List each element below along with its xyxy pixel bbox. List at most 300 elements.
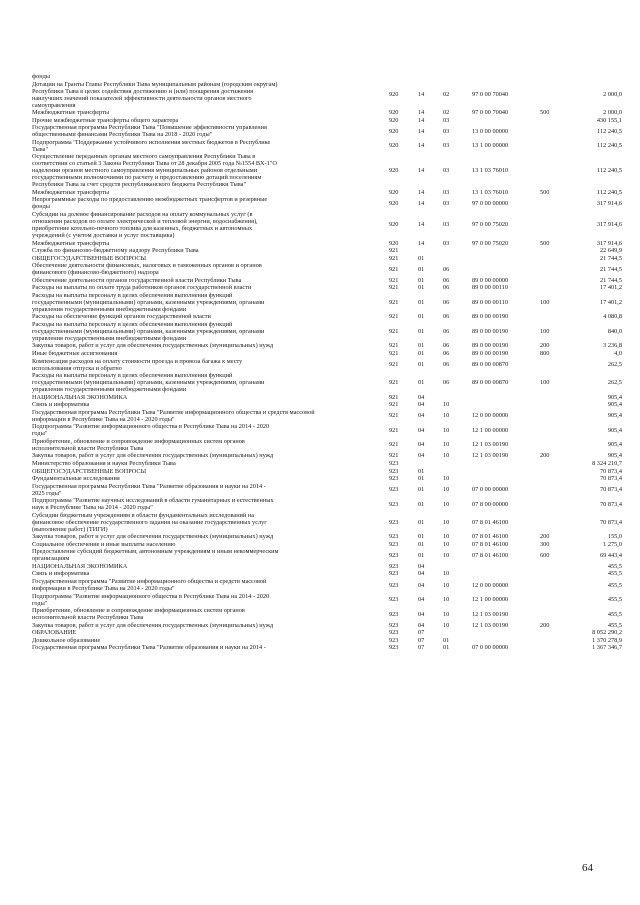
subsection-code: 03 [443,142,450,150]
ministry-code: 920 [389,142,399,150]
ministry-code: 920 [389,239,399,247]
ministry-code: 923 [389,610,399,618]
subsection-code: 10 [443,426,450,434]
table-row [32,593,622,607]
subsection-code: 10 [443,533,450,541]
row-description: Субсидии бюджетным учреждениям в области фундаментальных исследований на финансовое обеспечение государственного задания на оказание государственных услуг (выполнение работ) (ТИГИ) [32,511,267,533]
amount: 455,5 [607,562,622,570]
amount: 430 155,1 [596,116,622,124]
subsection-code: 06 [443,327,450,335]
subsection-code: 03 [443,221,450,229]
ministry-code: 923 [389,518,399,526]
ministry-code: 923 [389,570,399,578]
target-article-code: 89 0 00 00000 [472,276,509,284]
amount: 905,4 [607,441,622,449]
target-article-code: 12 1 00 00000 [472,596,509,604]
row-description: Предоставление субсидий бюджетным, автономным учреждениям и иным некоммерческим организациям [32,548,279,563]
table-row [32,394,622,401]
target-article-code: 97 0 00 70040 [472,109,509,117]
section-code: 04 [418,452,425,460]
ministry-code: 923 [389,551,399,559]
ministry-code: 920 [389,199,399,207]
subsection-code: 10 [443,452,450,460]
ministry-code: 921 [389,426,399,434]
section-code: 04 [418,401,425,409]
amount: 905,4 [607,412,622,420]
amount: 905,4 [607,426,622,434]
target-article-code: 89 0 00 00110 [472,284,508,292]
table-row [32,533,622,540]
ministry-code: 920 [389,109,399,117]
target-article-code: 89 0 00 00190 [472,327,509,335]
target-article-code: 13 1 03 76010 [472,188,509,196]
section-code: 01 [418,265,425,273]
ministry-code: 921 [389,401,399,409]
table-row [32,563,622,570]
section-code: 04 [418,596,425,604]
amount: 2 000,0 [603,109,622,117]
row-description: Фундаментальные исследования [32,475,120,483]
section-code: 14 [418,109,425,117]
amount: 455,5 [607,610,622,618]
subsection-code: 10 [443,486,450,494]
table-row [32,578,622,592]
table-row [32,117,622,124]
row-description: Расходы на выплаты персоналу в целях обеспечения выполнения функций государственными (муниципальными) органами, казенными учреждениями, органами управления государственными внебюджетными фондами [32,291,265,313]
target-article-code: 97 0 00 75020 [472,221,509,229]
ministry-code: 921 [389,247,399,255]
section-code: 14 [418,221,425,229]
section-code: 14 [418,116,425,124]
section-code: 01 [418,379,425,387]
section-code: 01 [418,313,425,321]
ministry-code: 921 [389,350,399,357]
ministry-code: 920 [389,91,399,99]
target-article-code: 89 0 00 00870 [472,379,509,387]
subsection-code: 02 [443,91,450,99]
row-description: Подпрограмма "Развитие информационного общества в Республике Тыва на 2014 - 2020 годы" [32,423,270,438]
row-description: Служба по финансово-бюджетному надзору Республики Тыва [32,247,199,255]
amount: 840,0 [607,327,622,335]
subsection-code: 10 [443,518,450,526]
target-article-code: 13 1 03 76010 [472,167,509,175]
row-description: Подпрограмма "Поддержание устойчивого исполнения местных бюджетов в Республике Тыва" [32,138,271,153]
row-description: Дошкольное образование [32,636,101,644]
row-description: Субсидии на долевое финансирование расходов на оплату коммунальных услуг (в отношении расходов по оплате электрической и тепловой энергии, водоснабжения), приобретение котельно-печного топлива для казенных, бюджетных и автономных учреждений (с учетом доставки и услуг поставщика) [32,210,258,239]
subsection-code: 06 [443,342,450,350]
section-code: 01 [418,361,425,369]
amount: 70 873,4 [599,500,622,508]
target-article-code: 97 0 00 70040 [472,91,509,99]
row-description: Расходы на выплаты по оплате труда работников органов государственной власти [32,284,252,292]
subsection-code: 06 [443,313,450,321]
table-row [32,468,622,475]
row-description: Подпрограмма "Развитие информационного общества в Республике Тыва на 2014 - 2020 годы" [32,592,270,607]
row-description: Связь и информатика [32,570,90,578]
table-row [32,196,622,210]
target-article-code: 12 0 00 00000 [472,581,509,589]
amount: 17 401,2 [599,284,622,292]
amount: 112 240,5 [597,188,622,196]
ministry-code: 923 [389,629,399,637]
section-code: 04 [418,393,425,401]
row-description: Расходы на выплаты персоналу в целях обеспечения выполнения функций государственными (муниципальными) органами, казенными учреждениями, органами управления государственными внебюджетными фондами [32,372,265,394]
table-row [32,622,622,629]
subsection-code: 10 [443,540,450,548]
table-row [32,637,622,644]
subsection-code: 10 [443,500,450,508]
amount: 262,5 [607,361,622,369]
section-code: 04 [418,621,425,629]
table-row [32,292,622,313]
ministry-code: 923 [389,644,399,652]
row-description: Закупка товаров, работ и услуг для обеспечения государственных (муниципальных) нужд [32,533,274,541]
table-row [32,460,622,467]
subsection-code: 06 [443,361,450,369]
row-description: Государственная программа Республики Тыва "Повышение эффективности управления общественными финансами Республики Тыва на 2018 - 2020 годы" [32,124,267,139]
ministry-code: 921 [389,298,399,306]
table-row [32,284,622,291]
ministry-code: 921 [389,284,399,292]
amount: 112 240,5 [597,142,622,150]
subsection-code: 03 [443,199,450,207]
expense-type-code: 200 [540,342,550,350]
ministry-code: 920 [389,127,399,135]
section-code: 01 [418,500,425,508]
expense-type-code: 500 [540,188,550,196]
table-row [32,153,622,188]
section-code: 14 [418,239,425,247]
subsection-code: 06 [443,350,450,357]
subsection-code: 10 [443,570,450,578]
target-article-code: 07 8 01 46100 [472,533,509,541]
row-description: Государственная программа Республики Тыва "Развитие информационного общества и средств массовой информации в Республике Тыва на 2014 - 2020 годы" [32,408,315,423]
row-description: Закупка товаров, работ и услуг для обеспечения государственных (муниципальных) нужд [32,342,274,350]
target-article-code: 12 1 03 00190 [472,452,509,460]
table-row [32,262,622,276]
ministry-code: 923 [389,500,399,508]
amount: 21 744,5 [599,265,622,273]
table-row [32,372,622,393]
subsection-code: 06 [443,379,450,387]
target-article-code: 12 1 03 00190 [472,441,509,449]
expense-type-code: 100 [540,379,550,387]
table-row [32,73,622,80]
table-row [32,342,622,349]
section-code: 01 [418,475,425,483]
ministry-code: 920 [389,167,399,175]
target-article-code: 13 0 00 00000 [472,127,509,135]
ministry-code: 923 [389,596,399,604]
subsection-code: 06 [443,284,450,292]
amount: 17 401,2 [599,298,622,306]
row-description: ОБЩЕГОСУДАРСТВЕННЫЕ ВОПРОСЫ [32,467,147,475]
page-number: 64 [582,862,593,874]
amount: 21 744,5 [599,276,622,284]
expense-type-code: 800 [540,350,550,357]
amount: 4,0 [614,350,622,357]
amount: 1 275,0 [603,540,622,548]
target-article-code: 12 1 00 00000 [472,426,509,434]
row-description: Закупка товаров, работ и услуг для обеспечения государственных (муниципальных) нужд [32,621,274,629]
ministry-code: 921 [389,313,399,321]
row-description: Межбюджетные трансферты [32,239,110,247]
ministry-code: 923 [389,459,399,467]
row-description: Приобретение, обновление и сопровождение информационных систем органов исполнительной власти Республики Тыва [32,437,245,452]
amount: 21 744,5 [599,254,622,262]
amount: 4 080,8 [603,313,622,321]
ministry-code: 921 [389,276,399,284]
ministry-code: 920 [389,116,399,124]
amount: 70 873,4 [599,518,622,526]
table-row [32,570,622,577]
section-code: 01 [418,467,425,475]
section-code: 04 [418,412,425,420]
table-row [32,483,622,497]
row-description: Межбюджетные трансферты [32,188,110,196]
section-code: 14 [418,127,425,135]
ministry-code: 923 [389,533,399,541]
subsection-code: 10 [443,475,450,483]
subsection-code: 10 [443,441,450,449]
target-article-code: 12 1 03 00190 [472,621,509,629]
subsection-code: 10 [443,621,450,629]
subsection-code: 10 [443,581,450,589]
target-article-code: 89 0 00 00870 [472,361,509,369]
ministry-code: 923 [389,636,399,644]
row-description: Подпрограмма "Развитие научных исследований в области гуманитарных и естественных наук в Республике Тыва на 2014 - 2020 годы" [32,497,274,512]
subsection-code: 03 [443,127,450,135]
row-description: Закупка товаров, работ и услуг для обеспечения государственных (муниципальных) нужд [32,452,274,460]
subsection-code: 03 [443,188,450,196]
ministry-code: 921 [389,452,399,460]
subsection-code: 01 [443,644,450,652]
table-row [32,189,622,196]
ministry-code: 920 [389,221,399,229]
table-row [32,139,622,153]
amount: 1 370 278,9 [592,636,622,644]
section-code: 07 [418,629,425,637]
ministry-code: 921 [389,361,399,369]
table-row [32,644,622,651]
amount: 1 367 346,7 [592,644,622,652]
table-row [32,255,622,262]
expense-type-code: 300 [540,540,550,548]
table-row [32,629,622,636]
subsection-code: 02 [443,109,450,117]
section-code: 01 [418,342,425,350]
table-row [32,109,622,116]
row-description: Прочие межбюджетные трансферты общего характера [32,116,179,124]
row-description: Министерство образования и науки Республики Тыва [32,459,176,467]
target-article-code: 89 0 00 00190 [472,350,509,357]
table-row [32,452,622,459]
row-description: Обеспечение деятельности органов государственной власти Республики Тыва [32,276,242,284]
amount: 112 240,5 [597,167,622,175]
amount: 8 052 290,2 [592,629,622,637]
ministry-code: 923 [389,486,399,494]
section-code: 04 [418,570,425,578]
expense-type-code: 200 [540,533,550,541]
subsection-code: 10 [443,412,450,420]
amount: 262,5 [607,379,622,387]
table-row [32,541,622,548]
amount: 8 324 210,7 [592,459,622,467]
section-code: 01 [418,276,425,284]
subsection-code: 06 [443,298,450,306]
subsection-code: 10 [443,551,450,559]
amount: 2 000,0 [603,91,622,99]
table-row [32,240,622,247]
row-description: НАЦИОНАЛЬНАЯ ЭКОНОМИКА [32,393,128,401]
table-row [32,401,622,408]
table-row [32,497,622,511]
section-code: 04 [418,426,425,434]
expense-type-code: 100 [540,327,550,335]
subsection-code: 10 [443,596,450,604]
target-article-code: 12 0 00 00000 [472,412,509,420]
row-description: Связь и информатика [32,401,90,409]
table-row [32,321,622,342]
ministry-code: 921 [389,265,399,273]
expense-type-code: 600 [540,551,550,559]
ministry-code: 921 [389,441,399,449]
ministry-code: 923 [389,475,399,483]
table-row [32,438,622,452]
amount: 155,0 [607,533,622,541]
amount: 70 873,4 [599,486,622,494]
target-article-code: 97 0 00 75020 [472,239,509,247]
table-row [32,81,622,109]
ministry-code: 921 [389,342,399,350]
target-article-code: 07 8 00 00000 [472,500,509,508]
ministry-code: 923 [389,540,399,548]
row-description: Межбюджетные трансферты [32,109,110,117]
ministry-code: 923 [389,581,399,589]
row-description: Социальное обеспечение и иные выплаты населению [32,540,176,548]
table-row [32,247,622,254]
target-article-code: 89 0 00 00190 [472,313,509,321]
table-row [32,423,622,437]
section-code: 01 [418,350,425,357]
target-article-code: 07 8 01 46100 [472,540,509,548]
ministry-code: 921 [389,379,399,387]
expense-type-code: 200 [540,621,550,629]
row-description: Иные бюджетные ассигнования [32,350,118,357]
expense-type-code: 500 [540,109,550,117]
subsection-code: 10 [443,401,450,409]
table-row [32,211,622,239]
target-article-code: 07 0 00 00000 [472,486,509,494]
table-row [32,512,622,533]
target-article-code: 13 1 00 00000 [472,142,509,150]
row-description: Осуществление переданных органам местного самоуправления Республики Тыва в соответствии со статьей 3 Закона Республики Тыва от 28 декабря 2005 года №1554 ВХ-1"О наделении органов местного самоуправления муниципальных районов отдельными государственными полномочиями по расчету и предоставлению дотаций поселениям Республики Тыва за счет средств республиканского бюджета Республики Тыва" [32,153,277,189]
amount: 22 649,9 [599,247,622,255]
ministry-code: 923 [389,562,399,570]
subsection-code: 01 [443,636,450,644]
section-code: 14 [418,142,425,150]
ministry-code: 920 [389,188,399,196]
row-description: Обеспечение деятельности финансовых, налоговых и таможенных органов и органов финансового (финансово-бюджетного) надзора [32,262,262,277]
row-description: Расходы на выплаты персоналу в целях обеспечения выполнения функций государственными (муниципальными) органами, казенными учреждениями, органами управления государственными внебюджетными фондами [32,320,265,342]
target-article-code: 89 0 00 00110 [472,298,508,306]
ministry-code: 921 [389,327,399,335]
table-row [32,313,622,320]
target-article-code: 89 0 00 00190 [472,342,509,350]
amount: 905,4 [607,393,622,401]
table-row [32,124,622,138]
row-description: Расходы на обеспечение функций органов государственной власти [32,313,211,321]
table-row [32,350,622,357]
target-article-code: 07 8 01 46100 [472,518,509,526]
target-article-code: 12 1 03 00190 [472,610,509,618]
amount: 317 914,6 [596,221,622,229]
subsection-code: 10 [443,610,450,618]
table-row [32,409,622,423]
amount: 455,5 [607,596,622,604]
section-code: 01 [418,284,425,292]
section-code: 01 [418,254,425,262]
row-description: НАЦИОНАЛЬНАЯ ЭКОНОМИКА [32,562,128,570]
amount: 455,5 [607,581,622,589]
amount: 112 240,5 [597,127,622,135]
target-article-code: 07 8 01 46100 [472,551,509,559]
section-code: 14 [418,91,425,99]
amount: 3 236,8 [603,342,622,350]
expense-type-code: 200 [540,452,550,460]
table-row [32,607,622,621]
expense-type-code: 500 [540,239,550,247]
row-description: Государственная программа Республики Тыва "Развитие образования и науки на 2014 - 2025 годы" [32,482,266,497]
amount: 317 914,6 [596,239,622,247]
subsection-code: 03 [443,167,450,175]
section-code: 01 [418,298,425,306]
table-row [32,548,622,562]
amount: 70 873,4 [599,467,622,475]
subsection-code: 06 [443,265,450,273]
section-code: 07 [418,644,425,652]
section-code: 04 [418,441,425,449]
table-row [32,358,622,372]
target-article-code: 97 0 00 00000 [472,199,509,207]
row-description: Компенсация расходов на оплату стоимости проезда и провоза багажа к месту использования отпуска и обратно [32,357,243,372]
table-row [32,277,622,284]
subsection-code: 03 [443,239,450,247]
section-code: 01 [418,518,425,526]
amount: 905,4 [607,452,622,460]
subsection-code: 06 [443,276,450,284]
row-description: Непрограммные расходы по предоставлению межбюджетных трансфертов и резервные фонды [32,196,268,211]
amount: 905,4 [607,401,622,409]
section-code: 04 [418,610,425,618]
ministry-code: 921 [389,254,399,262]
section-code: 01 [418,540,425,548]
row-description: ОБЩЕГОСУДАРСТВЕННЫЕ ВОПРОСЫ [32,254,147,262]
table-row [32,475,622,482]
amount: 455,5 [607,621,622,629]
amount: 317 914,6 [596,199,622,207]
ministry-code: 923 [389,467,399,475]
ministry-code: 921 [389,412,399,420]
row-description: фонды [32,73,51,80]
row-description: Государственная программа "Развитие информационного общества и средств массовой информации в Республике Тыва на 2014 - 2020 годы" [32,578,267,592]
expense-type-code: 100 [540,298,550,306]
ministry-code: 923 [389,621,399,629]
section-code: 01 [418,327,425,335]
section-code: 01 [418,551,425,559]
row-description: Приобретение, обновление и сопровождение информационных систем органов исполнительной власти Республики Тыва [32,607,245,622]
row-description: ОБРАЗОВАНИЕ [32,629,77,637]
